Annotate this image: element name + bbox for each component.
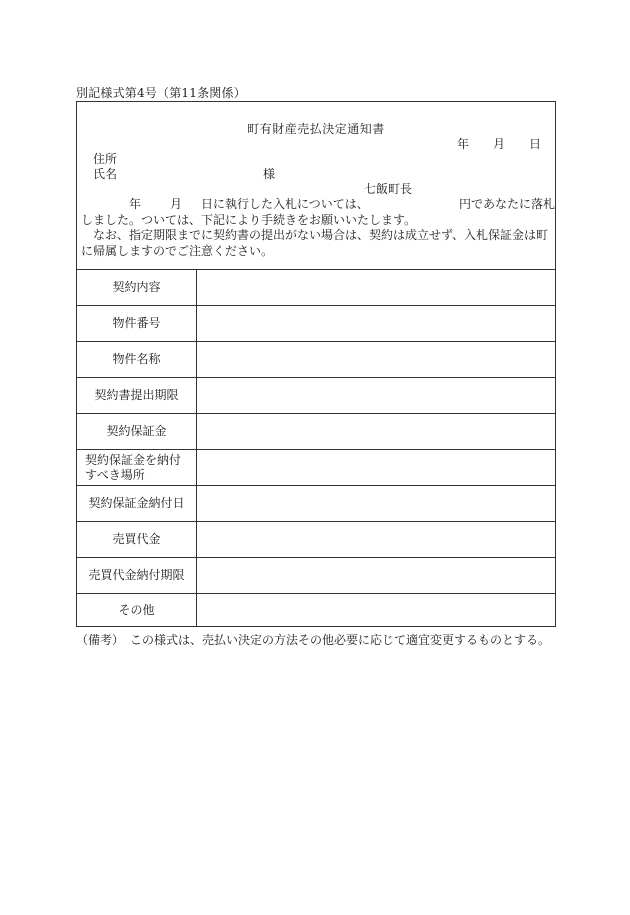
date-day: 日	[529, 137, 542, 151]
date-month: 月	[493, 137, 506, 151]
para1-line2: しました。ついては、下記により手続きをお願いいたします。	[81, 213, 417, 227]
notice-header	[77, 102, 555, 269]
row-value	[197, 378, 555, 413]
row-label: 契約書提出期限	[77, 378, 197, 413]
table-row	[77, 377, 555, 413]
row-label: 売買代金納付期限	[77, 558, 197, 593]
para1-year: 年	[129, 197, 142, 211]
row-label: 契約保証金を納付すべき場所	[77, 450, 197, 485]
row-value	[197, 450, 555, 485]
form-number-label: 別記様式第4号（第11条関係）	[76, 86, 246, 100]
row-value	[197, 306, 555, 341]
row-label: 契約内容	[77, 270, 197, 305]
row-label: 物件名称	[77, 342, 197, 377]
row-value	[197, 522, 555, 557]
row-value	[197, 486, 555, 521]
row-value	[197, 594, 555, 627]
row-label: 売買代金	[77, 522, 197, 557]
row-value	[197, 342, 555, 377]
table-row	[77, 449, 555, 485]
caution-paragraph: なお、指定期限までに契約書の提出がない場合は、契約は成立せず、入札保証金は町に帰属しますのでご注意ください。	[81, 228, 549, 258]
table-row	[77, 341, 555, 377]
document-title: 町有財産売払決定通知書	[247, 122, 385, 136]
row-label: 契約保証金納付日	[77, 486, 197, 521]
remarks-note: （備考） この様式は、売払い決定の方法その他必要に応じて適宜変更するものとする。	[76, 633, 551, 647]
notice-form	[76, 101, 556, 627]
row-value	[197, 558, 555, 593]
table-row	[77, 305, 555, 341]
table-row	[77, 593, 555, 627]
issuer-name: 七飯町長	[364, 182, 413, 196]
name-label: 氏名	[93, 167, 118, 181]
para1-text-b: 円であなたに落札	[459, 197, 556, 211]
table-row	[77, 269, 555, 305]
row-value	[197, 414, 555, 449]
row-value	[197, 270, 555, 305]
honorific: 様	[263, 167, 276, 181]
row-label: 契約保証金	[77, 414, 197, 449]
table-row	[77, 557, 555, 593]
row-label: 物件番号	[77, 306, 197, 341]
table-row	[77, 521, 555, 557]
table-row	[77, 485, 555, 521]
table-row	[77, 413, 555, 449]
address-label: 住所	[93, 152, 118, 166]
para1-text-a: 日に執行した入札については、	[201, 197, 369, 211]
row-label: その他	[77, 594, 197, 627]
date-year: 年	[457, 137, 470, 151]
para1-month: 月	[170, 197, 183, 211]
